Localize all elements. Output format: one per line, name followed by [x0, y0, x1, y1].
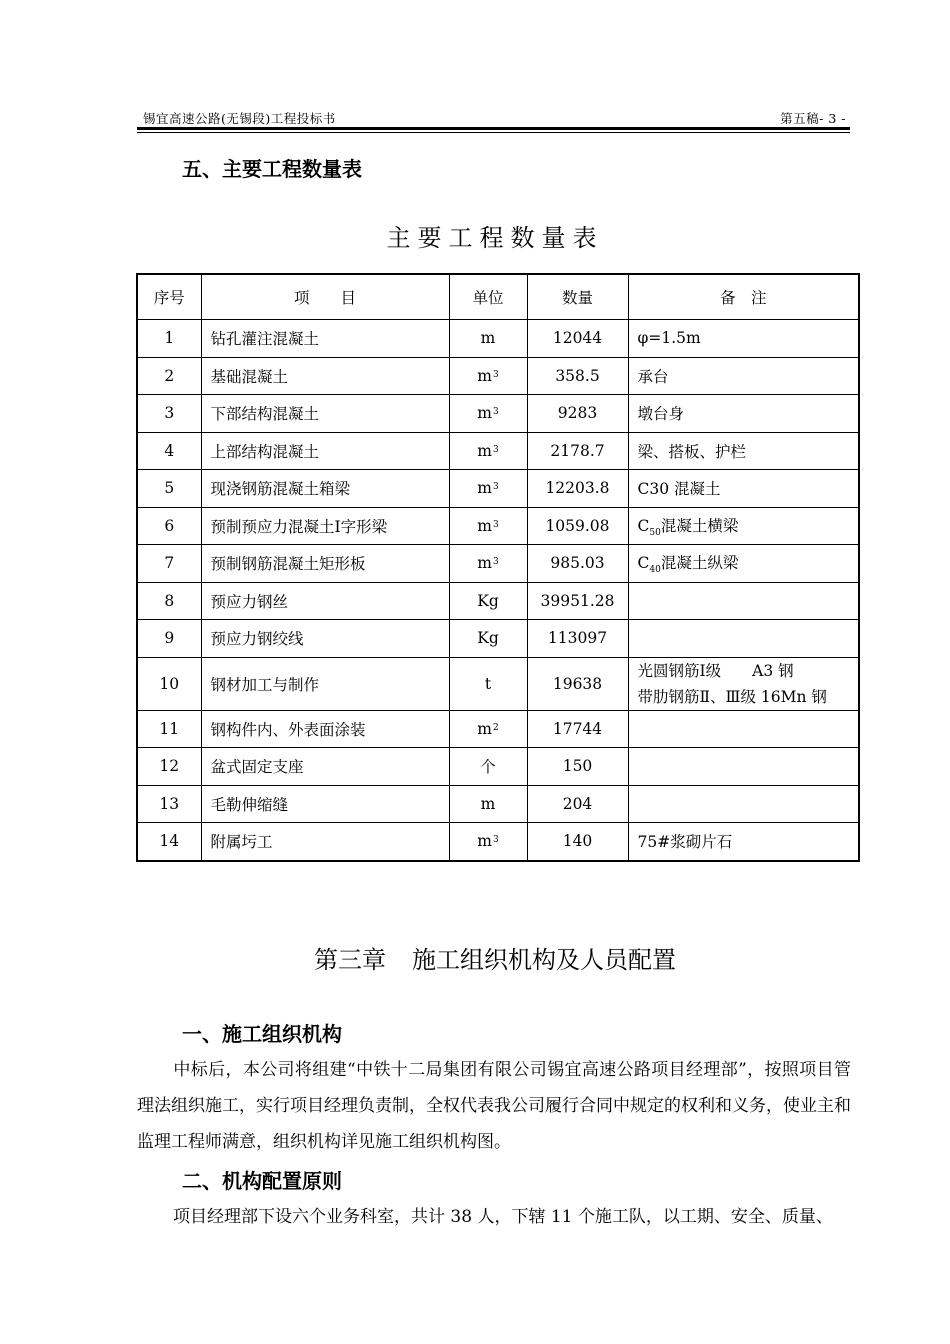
unit-text: m	[477, 404, 492, 423]
unit-text: 个	[480, 758, 496, 777]
cell-note: 75#浆砌片石	[628, 823, 859, 861]
cell-qty: 358.5	[527, 357, 628, 395]
cell-note	[628, 785, 859, 823]
cell-note	[628, 582, 859, 620]
header-cell-item: 项 目	[201, 274, 449, 320]
cell-unit	[449, 582, 527, 620]
cell-no: 9	[137, 620, 201, 658]
unit-exponent: 3	[492, 444, 499, 455]
cell-unit	[449, 395, 527, 433]
cell-item: 钻孔灌注混凝土	[201, 320, 449, 358]
cell-no: 1	[137, 320, 201, 358]
unit-text: m	[477, 366, 492, 385]
cell-item: 预制钢筋混凝土矩形板	[201, 545, 449, 583]
unit-exponent: 3	[492, 407, 499, 418]
cell-item: 钢构件内、外表面涂装	[201, 710, 449, 748]
table-row	[137, 395, 859, 433]
unit-text: m	[477, 719, 492, 738]
cell-unit	[449, 823, 527, 861]
unit-text: Kg	[477, 629, 499, 648]
cell-no: 14	[137, 823, 201, 861]
cell-no: 4	[137, 432, 201, 470]
table-row	[137, 620, 859, 658]
unit-text: m	[477, 832, 492, 851]
cell-note: 梁、搭板、护栏	[628, 432, 859, 470]
cell-item: 附属圬工	[201, 823, 449, 861]
table-title: 主要工程数量表	[386, 224, 604, 252]
unit-text: m	[477, 516, 492, 535]
cell-unit	[449, 710, 527, 748]
table-row	[137, 785, 859, 823]
cell-no: 3	[137, 395, 201, 433]
cell-no: 6	[137, 507, 201, 545]
cell-item: 预应力钢绞线	[201, 620, 449, 658]
note-grade-subscript: 40	[649, 565, 661, 576]
chapter-label: 第三章	[314, 946, 386, 974]
cell-note	[628, 620, 859, 658]
cell-note	[628, 507, 859, 545]
cell-note: 墩台身	[628, 395, 859, 433]
paragraph-organization	[137, 1052, 851, 1160]
cell-note	[628, 545, 859, 583]
cell-item: 预制预应力混凝土Ⅰ字形梁	[201, 507, 449, 545]
cell-unit	[449, 320, 527, 358]
unit-exponent: 3	[492, 519, 499, 530]
cell-no: 10	[137, 657, 201, 710]
paragraph-principles	[137, 1199, 851, 1235]
unit-text: m	[477, 441, 492, 460]
cell-qty: 113097	[527, 620, 628, 658]
quantity-table	[136, 273, 860, 862]
cell-qty: 985.03	[527, 545, 628, 583]
table-row	[137, 545, 859, 583]
header-document-title: 锡宜高速公路(无锡段)工程投标书	[143, 111, 336, 126]
table-row	[137, 582, 859, 620]
table-row	[137, 320, 859, 358]
note-line-2: 带肋钢筋Ⅱ、Ⅲ级 16Mn 钢	[637, 687, 827, 706]
cell-note: φ=1.5m	[628, 320, 859, 358]
cell-item: 盆式固定支座	[201, 748, 449, 786]
cell-unit	[449, 748, 527, 786]
unit-exponent: 3	[492, 835, 499, 846]
header-cell-unit: 单位	[449, 274, 527, 320]
cell-unit	[449, 470, 527, 508]
note-concrete-grade: C	[637, 554, 650, 573]
cell-qty: 1059.08	[527, 507, 628, 545]
cell-item: 钢材加工与制作	[201, 657, 449, 710]
chapter-title: 施工组织机构及人员配置	[412, 946, 676, 974]
cell-item: 预应力钢丝	[201, 582, 449, 620]
cell-note	[628, 657, 859, 710]
cell-no: 8	[137, 582, 201, 620]
table-row	[137, 657, 859, 710]
note-text: 混凝土横梁	[660, 516, 739, 535]
unit-text: m	[480, 329, 496, 348]
section-5-heading: 五、主要工程数量表	[182, 157, 362, 181]
cell-item: 下部结构混凝土	[201, 395, 449, 433]
unit-text: m	[477, 479, 492, 498]
table-row	[137, 470, 859, 508]
cell-no: 7	[137, 545, 201, 583]
unit-text: m	[480, 794, 496, 813]
cell-qty: 19638	[527, 657, 628, 710]
table-header-row	[137, 274, 859, 320]
note-grade-subscript: 50	[649, 527, 661, 538]
paragraph-text: 项目经理部下设六个业务科室，共计 38 人，下辖 11 个施工队，以工期、安全、质量、	[173, 1207, 833, 1227]
cell-note: 承台	[628, 357, 859, 395]
cell-qty: 150	[527, 748, 628, 786]
header-cell-note: 备 注	[628, 274, 859, 320]
table-row	[137, 507, 859, 545]
cell-qty: 140	[527, 823, 628, 861]
header-cell-no: 序号	[137, 274, 201, 320]
cell-note: C30 混凝土	[628, 470, 859, 508]
unit-text: t	[484, 674, 492, 693]
cell-no: 5	[137, 470, 201, 508]
note-text: 混凝土纵梁	[660, 554, 739, 573]
cell-qty: 12044	[527, 320, 628, 358]
section-2-heading: 二、机构配置原则	[182, 1169, 342, 1193]
cell-qty: 2178.7	[527, 432, 628, 470]
cell-item: 上部结构混凝土	[201, 432, 449, 470]
table-row	[137, 432, 859, 470]
unit-text: Kg	[477, 591, 499, 610]
cell-unit	[449, 507, 527, 545]
cell-item: 基础混凝土	[201, 357, 449, 395]
header-rule-thick	[137, 127, 850, 130]
cell-qty: 12203.8	[527, 470, 628, 508]
page-header	[137, 108, 850, 128]
unit-exponent: 3	[492, 482, 499, 493]
note-line-1: 光圆钢筋Ⅰ级 A3 钢	[637, 661, 794, 680]
header-rule-thin	[137, 132, 850, 133]
cell-unit	[449, 657, 527, 710]
table-row	[137, 357, 859, 395]
section-1-heading: 一、施工组织机构	[182, 1022, 342, 1046]
cell-unit	[449, 357, 527, 395]
cell-item: 毛勒伸缩缝	[201, 785, 449, 823]
unit-exponent: 2	[492, 722, 499, 733]
cell-unit	[449, 785, 527, 823]
cell-item: 现浇钢筋混凝土箱梁	[201, 470, 449, 508]
cell-no: 12	[137, 748, 201, 786]
header-page-number: 第五稿- 3 -	[780, 111, 846, 126]
table-row	[137, 748, 859, 786]
unit-exponent: 3	[492, 557, 499, 568]
cell-no: 2	[137, 357, 201, 395]
cell-qty: 17744	[527, 710, 628, 748]
table-row	[137, 710, 859, 748]
cell-unit	[449, 545, 527, 583]
cell-unit	[449, 620, 527, 658]
unit-exponent: 3	[492, 369, 499, 380]
table-row	[137, 823, 859, 861]
cell-qty: 204	[527, 785, 628, 823]
cell-no: 13	[137, 785, 201, 823]
unit-text: m	[477, 554, 492, 573]
header-cell-qty: 数量	[527, 274, 628, 320]
cell-no: 11	[137, 710, 201, 748]
chapter-3-heading	[0, 940, 950, 975]
paragraph-text: 中标后，本公司将组建“中铁十二局集团有限公司锡宜高速公路项目经理部”，按照项目管理法组织施工，实行项目经理负责制，全权代表我公司履行合同中规定的权利和义务，使业主和监理工程师满意，组织机构详见施工组织机构图。	[137, 1060, 851, 1152]
cell-qty: 9283	[527, 395, 628, 433]
note-concrete-grade: C	[637, 516, 650, 535]
cell-note	[628, 748, 859, 786]
cell-unit	[449, 432, 527, 470]
cell-qty: 39951.28	[527, 582, 628, 620]
cell-note	[628, 710, 859, 748]
